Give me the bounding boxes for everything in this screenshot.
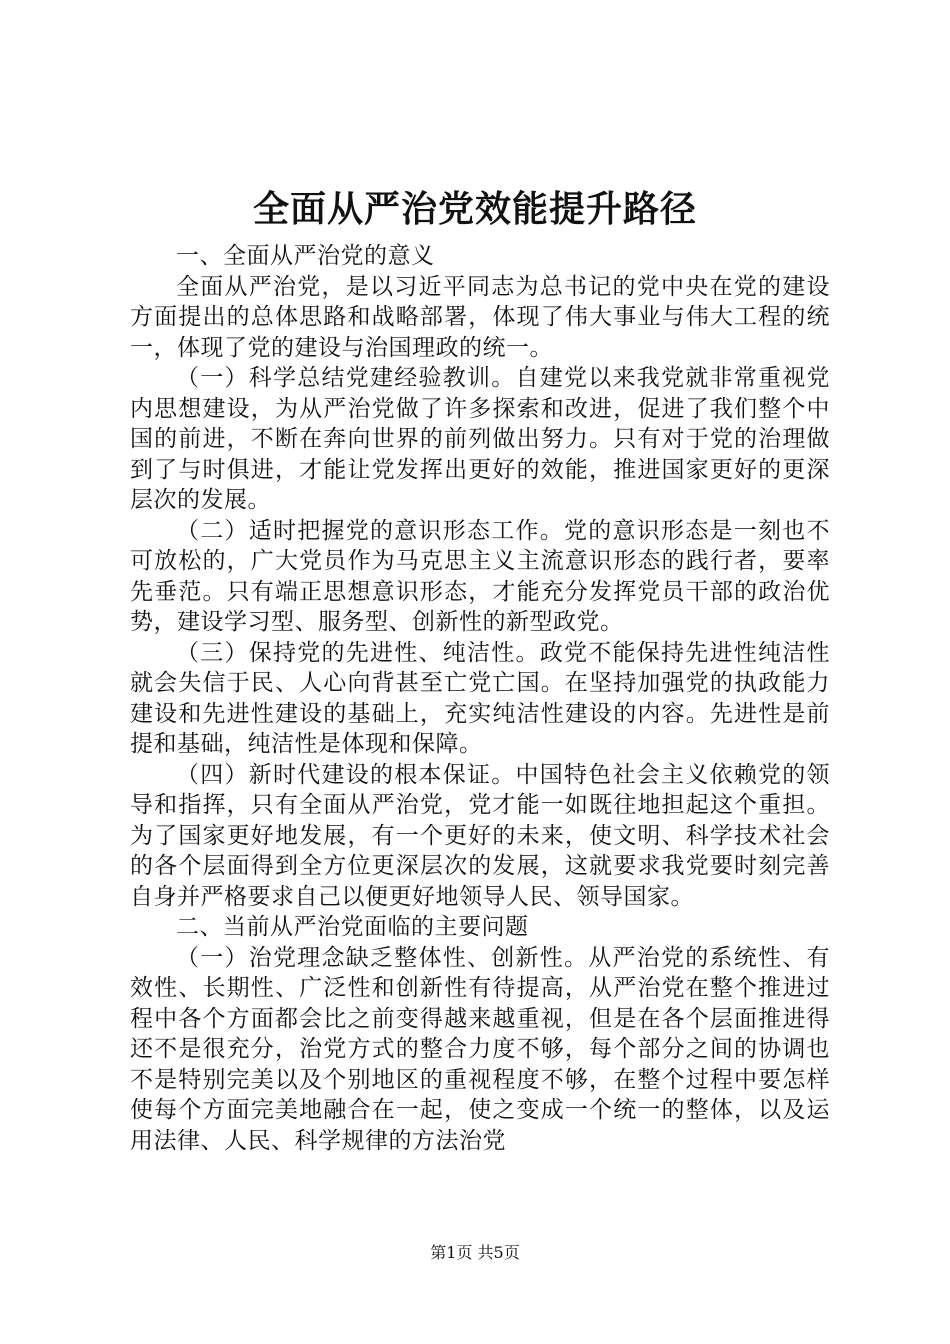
paragraph-problem-1: （一）治党理念缺乏整体性、创新性。从严治党的系统性、有效性、长期性、广泛性和创新性有待提高，从严治党在整个推进过程中各个方面都会比之前变得越来越重视，但是在各个层面推进得还不是很充分，治党方式的整合力度不够，每个部分之间的协调也不是特别完美以及个别地区的重视程度不够，在整个过程中要怎样使每个方面完美地融合在一起，使之变成一个统一的整体，以及运用法律、人民、科学规律的方法治党: [130, 944, 830, 1154]
paragraph-intro: 全面从严治党，是以习近平同志为总书记的党中央在党的建设方面提出的总体思路和战略部署，体现了伟大事业与伟大工程的统一，体现了党的建设与治国理政的统一。: [130, 273, 830, 361]
paragraph-point-4: （四）新时代建设的根本保证。中国特色社会主义依赖党的领导和指挥，只有全面从严治党，党才能一如既往地担起这个重担。为了国家更好地发展，有一个更好的未来，使文明、科学技术社会的各个层面得到全方位更深层次的发展，这就要求我党要时刻完善自身并严格要求自己以便更好地领导人民、领导国家。: [130, 761, 830, 910]
document-body: [130, 241, 830, 1156]
paragraph-point-1: （一）科学总结党建经验教训。自建党以来我党就非常重视党内思想建设，为从严治党做了许多探索和改进，促进了我们整个中国的前进，不断在奔向世界的前列做出努力。只有对于党的治理做到了与时俱进，才能让党发挥出更好的效能，推进国家更好的更深层次的发展。: [130, 365, 830, 513]
page-number-footer: 第1页 共5页: [430, 1243, 520, 1262]
paragraph-point-3: （三）保持党的先进性、纯洁性。政党不能保持先进性纯洁性就会失信于民、人心向背甚至亡党亡国。在坚持加强党的执政能力建设和先进性建设的基础上，充实纯洁性建设的内容。先进性是前提和基础，纯洁性是体现和保障。: [130, 639, 830, 757]
section-heading-2: 二、当前从严治党面临的主要问题: [176, 914, 529, 940]
paragraph-point-2: （二）适时把握党的意识形态工作。党的意识形态是一刻也不可放松的，广大党员作为马克思主义主流意识形态的践行者，要率先垂范。只有端正思想意识形态，才能充分发挥党员干部的政治优势，建设学习型、服务型、创新性的新型政党。: [130, 517, 830, 635]
document-title: 全面从严治党效能提升路径: [252, 188, 697, 230]
section-heading-1: 一、全面从严治党的意义: [176, 243, 435, 269]
